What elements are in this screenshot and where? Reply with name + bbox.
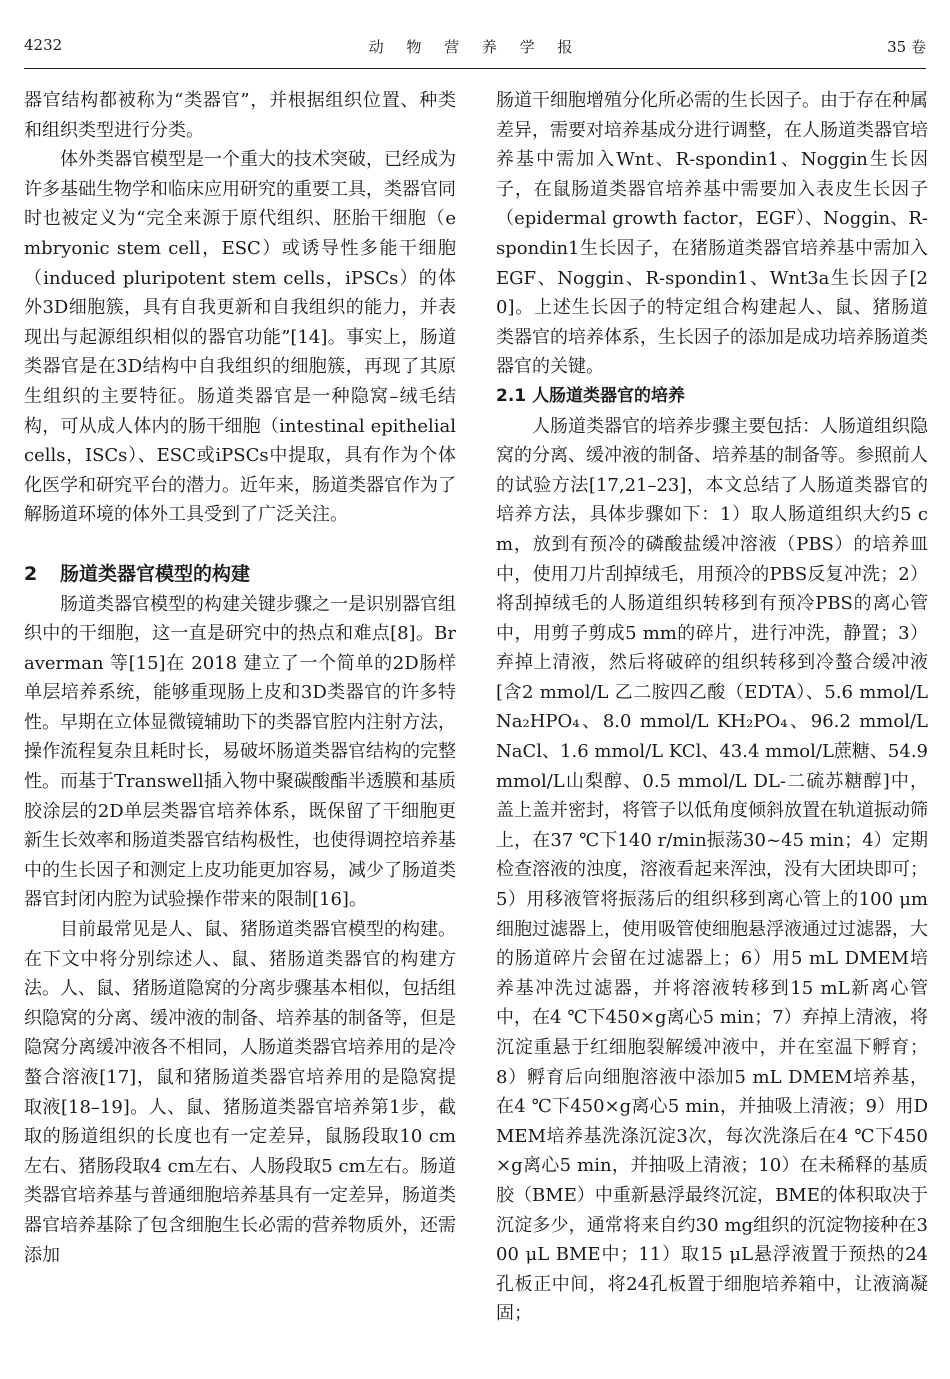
paragraph: 肠道类器官模型的构建关键步骤之一是识别器官组织中的干细胞，这一直是研究中的热点和难点[8]。Braverman 等[15]在 2018 建立了一个简单的2D肠样单层培养系统，能够重现肠上皮和3D类器官的许多特性。早期在立体显微镜辅助下的类器官腔内注射方法，操作流程复杂且耗时长，易破坏肠道类器官结构的完整性。而基于Transwell插入物中聚碳酸酯半透膜和基质胶涂层的2D单层类器官培养体系，既保留了干细胞更新生长效率和肠道类器官结构极性，也使得调控培养基中的生长因子和测定上皮功能更加容易，减少了肠道类器官封闭内腔为试验操作带来的限制[16]。 [24, 593, 456, 911]
paragraph: 目前最常见是人、鼠、猪肠道类器官模型的构建。在下文中将分别综述人、鼠、猪肠道类器官的构建方法。人、鼠、猪肠道隐窝的分离步骤基本相似，包括组织隐窝的分离、缓冲液的制备、培养基的制备等，但是隐窝分离缓冲液各不相同，人肠道类器官培养用的是冷螯合溶液[17]，鼠和猪肠道类器官培养用的是隐窝提取液[18–19]。人、鼠、猪肠道类器官培养第1步，截取的肠道组织的长度也有一定差异，鼠肠段取10 cm左右、猪肠段取4 cm左右、人肠段取5 cm左右。肠道类器官培养基与普通细胞培养基具有一定差异，肠道类器官培养基除了包含细胞生长必需的营养物质外，还需添加 [24, 919, 456, 1266]
section-heading [24, 560, 456, 590]
page-number: 4232 [24, 36, 63, 54]
volume-number: 35 卷 [887, 38, 926, 56]
subsection-title: 人肠道类器官的培养 [532, 385, 685, 406]
left-column [24, 86, 456, 1270]
journal-title: 动 物 营 养 学 报 [368, 38, 582, 56]
paragraph: 体外类器官模型是一个重大的技术突破，已经成为许多基础生物学和临床应用研究的重要工具，类器官同时也被定义为“完全来源于原代组织、胚胎干细胞（embryonic stem cell，ESC）或诱导性多能干细胞（induced pluripotent stem cells，iPSCs）的体外3D细胞簇，具有自我更新和自我组织的能力，并表现出与起源组织相似的器官功能”[14]。事实上，肠道类器官是在3D结构中自我组织的细胞簇，再现了其原生组织的主要特征。肠道类器官是一种隐窝–绒毛结构，可从成人体内的肠干细胞（intestinal epithelial cells，ISCs）、ESC或iPSCs中提取，具有作为个体化医学和研究平台的潜力。近年来，肠道类器官作为了解肠道环境的体外工具受到了广泛关注。 [24, 149, 456, 526]
paragraph-continued: 肠道干细胞增殖分化所必需的生长因子。由于存在种属差异，需要对培养基成分进行调整，在人肠道类器官培养基中需加入Wnt、R-spondin1、Noggin生长因子，在鼠肠道类器官培养基中需要加入表皮生长因子（epidermal growth factor，EGF）、Noggin、R-spondin1生长因子，在猪肠道类器官培养基中需加入EGF、Noggin、R-spondin1、Wnt3a生长因子[20]。上述生长因子的特定组合构建起人、鼠、猪肠道类器官的培养体系，生长因子的添加是成功培养肠道类器官的关键。 [496, 90, 928, 378]
paragraph-continued: 器官结构都被称为“类器官”，并根据组织位置、种类和组织类型进行分类。 [24, 90, 456, 141]
section-title: 肠道类器官模型的构建 [60, 562, 251, 585]
section-gap [24, 530, 456, 560]
right-column [496, 86, 928, 1329]
running-header [24, 36, 926, 62]
paragraph: 人肠道类器官的培养步骤主要包括：人肠道组织隐窝的分离、缓冲液的制备、培养基的制备等。参照前人的试验方法[17,21–23]，本文总结了人肠道类器官的培养方法，具体步骤如下：1）取人肠道组织大约5 cm，放到有预冷的磷酸盐缓冲溶液（PBS）的培养皿中，使用刀片刮掉绒毛，用预冷的PBS反复冲洗；2）将刮掉绒毛的人肠道组织转移到有预冷PBS的离心管中，用剪子剪成5 mm的碎片，进行冲洗，静置；3）弃掉上清液，然后将破碎的组织转移到冷螯合缓冲液[含2 mmol/L 乙二胺四乙酸（EDTA）、5.6 mmol/L Na₂HPO₄、8.0 mmol/L KH₂PO₄、96.2 mmol/L NaCl、1.6 mmol/L KCl、43.4 mmol/L蔗糖、54.9 mmol/L山梨醇、0.5 mmol/L DL-二硫苏糖醇]中，盖上盖并密封，将管子以低角度倾斜放置在轨道振动筛上，在37 ℃下140 r/min振荡30~45 min；4）定期检查溶液的浊度，溶液看起来浑浊，没有大团块即可；5）用移液管将振荡后的组织移到离心管上的100 μm细胞过滤器上，使用吸管使细胞悬浮液通过过滤器，大的肠道碎片会留在过滤器上；6）用5 mL DMEM培养基冲洗过滤器，并将溶液转移到15 mL新离心管中，在4 ℃下450×g离心5 min；7）弃掉上清液，将沉淀重悬于红细胞裂解缓冲液中，并在室温下孵育；8）孵育后向细胞溶液中添加5 mL DMEM培养基，在4 ℃下450×g离心5 min，并抽吸上清液；9）用DMEM培养基洗涤沉淀3次，每次洗涤后在4 ℃下450×g离心5 min，并抽吸上清液；10）在未稀释的基质胶（BME）中重新悬浮最终沉淀，BME的体积取决于沉淀多少，通常将来自约30 mg组织的沉淀物接种在300 μL BME中；11）取15 μL悬浮液置于预热的24孔板正中间，将24孔板置于细胞培养箱中，让液滴凝固； [496, 415, 928, 1325]
subsection-heading [496, 382, 928, 412]
subsection-number: 2.1 [496, 385, 527, 406]
section-number: 2 [24, 562, 38, 585]
header-rule [24, 68, 926, 69]
